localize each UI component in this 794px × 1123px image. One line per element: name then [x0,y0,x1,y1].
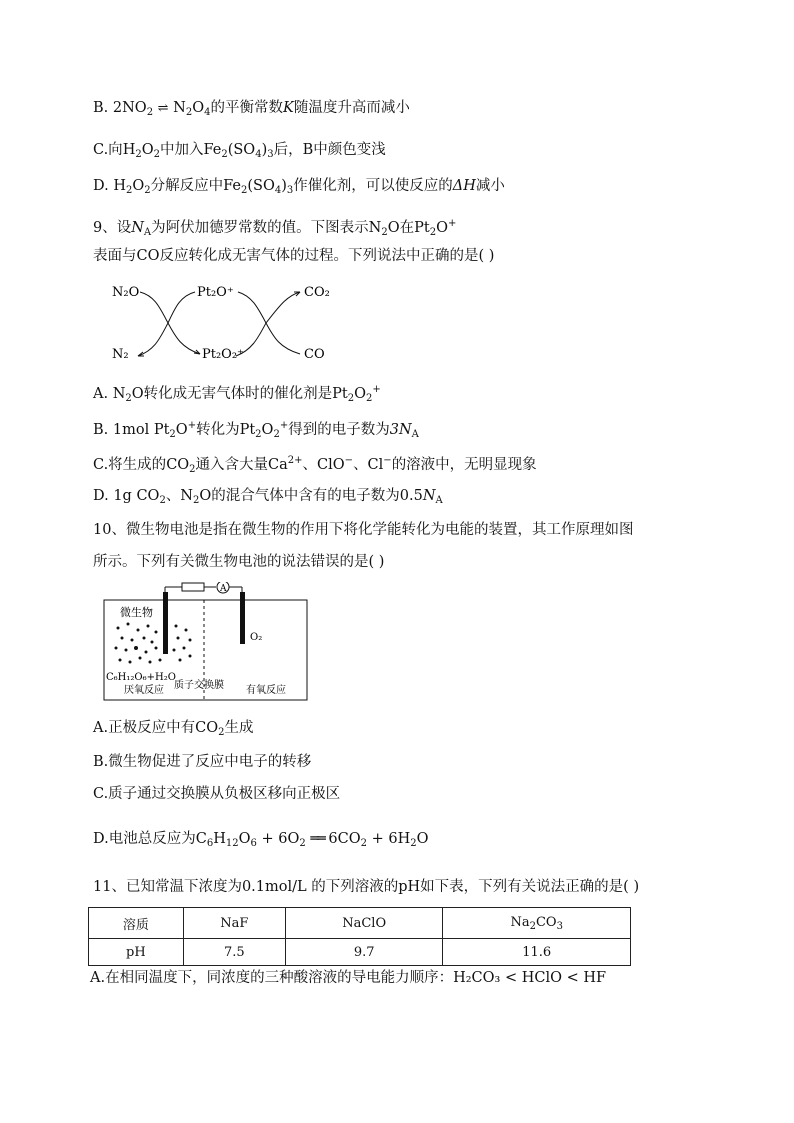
q10-option-b: B.微生物促进了反应中电子的转移 [93,754,312,770]
aerobic-label: 有氧反应 [246,685,286,696]
co-label: CO [304,347,325,362]
ammeter-icon: A [220,584,227,594]
membrane-label: 质子交换膜 [174,680,224,691]
pt2o-label: Pt₂O⁺ [197,285,234,300]
ph-table [88,907,631,966]
catalysis-cycle-diagram [100,278,360,368]
q11-option-a: A.在相同温度下，同浓度的三种酸溶液的导电能力顺序：H₂CO₃ < HClO < HF [90,970,607,986]
q8-option-b: B. $2NO_2$ ⇌ $N_2O_4$的平衡常数K随温度升高而减小 [93,100,410,118]
q8-option-c: C.向$H_2O_2$中加入$Fe_2(SO_4)_3$后，B中颜色变浅 [93,142,386,160]
q9-option-b: B. 1mol $Pt_2O^+$转化为$Pt_2O_2^+$得到的电子数为$3N_A$ [93,420,419,440]
table-header: NaClO [285,908,442,939]
q10-stem-line2: 所示。下列有关微生物电池的说法错误的是( ) [93,554,385,570]
q9-stem-line2: 表面与CO反应转化成无害气体的过程。下列说法中正确的是( ) [93,248,495,264]
table-cell: 11.6 [443,939,631,966]
table-header: 溶质 [89,908,184,939]
equilibrium-arrows-icon: ⇌ [157,101,169,116]
anaerobic-label: 厌氧反应 [124,685,164,696]
o2-label: O₂ [250,632,263,643]
q10-option-d: D.电池总反应为$C_6H_{12}O_6 + 6O_2$ ══ $6CO_2 + 6H_2O$ [93,831,429,849]
microbe-dots [115,623,192,664]
glucose-label: C₆H₁₂O₆+H₂O [106,672,176,683]
q11-stem: 11、已知常温下浓度为0.1mol/L 的下列溶液的pH如下表，下列有关说法正确的是( ) [93,879,640,895]
table-cell: pH [89,939,184,966]
table-cell: 7.5 [183,939,285,966]
q9-option-a: A. $N_2O$转化成无害气体时的催化剂是$Pt_2O_2^+$ [93,384,381,404]
n2o-label: N₂O [112,285,140,300]
reaction-arrow-icon: ══ [310,831,324,847]
q10-option-c: C.质子通过交换膜从负极区移向正极区 [93,786,341,802]
q9-option-d: D. 1g $CO_2$、$N_2O$的混合气体中含有的电子数为$0.5N_A$ [93,488,443,506]
q10-option-a: A.正极反应中有$CO_2$生成 [93,720,254,738]
q10-stem-line1: 10、微生物电池是指在微生物的作用下将化学能转化为电能的装置，其工作原理如图 [93,522,634,538]
table-cell: 9.7 [285,939,442,966]
n2-label: N₂ [112,347,129,362]
microbe-label: 微生物 [120,606,153,619]
q8-option-d: D. $H_2O_2$分解反应中$Fe_2(SO_4)_3$作催化剂，可以使反应的ΔH减小 [93,178,505,196]
microbial-cell-diagram [100,582,315,704]
pt2o2-label: Pt₂O₂⁺ [202,347,244,362]
co2-label: CO₂ [304,285,330,300]
q9-stem-line1: 9、设$N_A$为阿伏加德罗常数的值。下图表示$N_2O$在$Pt_2O^+$ [93,218,457,238]
table-header: NaF [183,908,285,939]
q9-option-c: C.将生成的$CO_2$通入含大量$Ca^{2+}$、ClO−、Cl−的溶液中，无明显现象 [93,455,537,475]
table-header: $Na_2CO_3$ [443,908,631,939]
